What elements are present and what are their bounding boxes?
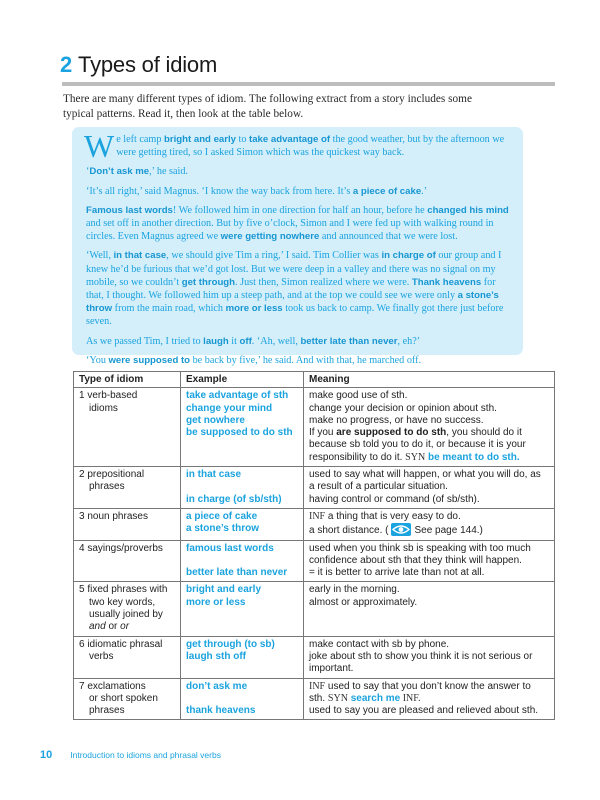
highlighted-idiom: Famous last words: [86, 204, 173, 216]
table-row: [74, 467, 555, 509]
highlighted-idiom: were getting nowhere: [220, 231, 320, 243]
example-cell: [181, 678, 304, 720]
highlighted-idiom: better late than never: [300, 335, 398, 347]
meaning-cell: INF used to say that you don’t know the answer to sth. SYN search me INF. used to say you are pleased and relieved about sth.: [304, 678, 555, 720]
story-paragraph: Famous last words! We followed him in one direction for half an hour, before he changed his mind and set off in another direction. But by five o’clock, Simon and I were fed up with walking round in circles. Even Magnus agreed we were getting nowhere and announced that we were lost.: [86, 204, 509, 243]
example-idiom: more or less: [186, 596, 246, 608]
meaning-cell: make contact with sb by phone. joke about sth to show you think it is not serious or important.: [304, 636, 555, 678]
highlighted-idiom: were supposed to: [108, 354, 191, 366]
highlighted-idiom: a piece of cake: [352, 185, 422, 197]
example-cell: [181, 636, 304, 678]
example-idiom: get nowhere: [186, 414, 245, 426]
type-cell: 6 idiomatic phrasal verbs: [74, 636, 181, 678]
type-cell: 1 verb-based idioms: [74, 388, 181, 467]
table-row: [74, 508, 555, 540]
example-idiom: in charge (of sb/sth): [186, 493, 282, 505]
type-cell: 4 sayings/proverbs: [74, 540, 181, 582]
intro-paragraph: There are many different types of idiom. The following extract from a story includes some typical patterns. Read it, then look at the table below.: [63, 93, 472, 120]
header-meaning: Meaning: [304, 372, 555, 388]
example-idiom: famous last words: [186, 542, 274, 554]
section-heading: [60, 52, 217, 78]
story-paragraph: As we passed Tim, I tried to laugh it off. ‘Ah, well, better late than never, eh?’: [86, 335, 421, 347]
inf-label: INF: [309, 680, 326, 692]
story-paragraph: We left camp bright and early to take advantage of the good weather, but by the afternoon we were getting tired, so I asked Simon which was the quickest way back.: [84, 128, 505, 164]
highlighted-idiom: take advantage of: [249, 134, 331, 145]
example-idiom: take advantage of sth: [186, 390, 289, 402]
see-page-link[interactable]: See page 144.): [414, 525, 483, 537]
meaning-cell: used to say what will happen, or what you will do, as a result of a particular situation. having control or command (of sb/sth).: [304, 467, 555, 509]
section-number: 2: [60, 52, 73, 77]
example-idiom: a piece of cake: [186, 510, 258, 522]
highlighted-idiom: Thank heavens: [411, 276, 482, 288]
section-title: Types of idiom: [78, 52, 218, 77]
inf-label: INF: [309, 510, 326, 522]
table-row: [74, 678, 555, 720]
meaning-cell: make good use of sth. change your decision or opinion about sth. make no progress, or have no success. If you are supposed to do sth, you should do it because sb told you to do it, or because it is your responsibility to do it. SYN be meant to do sth.: [304, 388, 555, 467]
meaning-cell: early in the morning. almost or approximately.: [304, 582, 555, 636]
highlighted-idiom: bright and early: [164, 134, 236, 145]
example-idiom: laugh sth off: [186, 650, 246, 662]
meaning-cell: used when you think sb is speaking with too much confidence about sth that they think will happen. = it is better to arrive late than not at all.: [304, 540, 555, 582]
example-idiom: bright and early: [186, 584, 262, 596]
table-row: [74, 540, 555, 582]
header-type: Type of idiom: [74, 372, 181, 388]
example-cell: [181, 467, 304, 509]
example-idiom: get through (to sb): [186, 638, 275, 650]
header-example: Example: [181, 372, 304, 388]
example-cell: [181, 582, 304, 636]
story-extract-box: [72, 127, 523, 366]
page-footer: [40, 745, 221, 763]
highlighted-idiom: off: [239, 335, 252, 347]
example-cell: [181, 508, 304, 540]
example-idiom: a stone’s throw: [186, 523, 259, 535]
example-idiom: better late than never: [186, 567, 288, 579]
story-paragraph: ‘It’s all right,’ said Magnus. ‘I know the way back from here. It’s a piece of cake.’: [86, 185, 428, 197]
highlighted-idiom: in charge of: [381, 250, 436, 262]
highlighted-idiom: changed his mind: [427, 204, 509, 216]
table-header-row: [74, 372, 555, 388]
syn-label: SYN: [327, 692, 348, 704]
example-cell: [181, 388, 304, 467]
example-cell: [181, 540, 304, 582]
story-paragraph: ‘Don’t ask me,’ he said.: [86, 166, 188, 178]
eye-icon: [391, 523, 411, 536]
type-cell: 3 noun phrases: [74, 508, 181, 540]
example-idiom: change your mind: [186, 402, 273, 414]
example-idiom: thank heavens: [186, 705, 256, 717]
example-idiom: in that case: [186, 469, 242, 481]
page-number: 10: [40, 749, 53, 761]
syn-label: SYN: [405, 451, 426, 463]
table-row: [74, 636, 555, 678]
type-cell: 2 prepositional phrases: [74, 467, 181, 509]
section-name: Introduction to idioms and phrasal verbs: [70, 750, 221, 760]
drop-cap: W: [84, 128, 115, 164]
highlighted-idiom: a stone’s throw: [86, 290, 499, 315]
heading-rule: [62, 82, 555, 86]
highlighted-idiom: in that case: [113, 250, 167, 262]
example-idiom: don’t ask me: [186, 680, 248, 692]
story-paragraph: ‘Well, in that case, we should give Tim a ring,’ I said. Tim Collier was in charge of our group and I knew he’d be furious that we’d got lost. But we were deep in a valley and there was no signal on my mobile, so we couldn’t get through. Just then, Simon realized where we were. Thank heavens for that, I thought. We followed him up a steep path, and at the top we could see we were only a stone’s throw from the main road, which more or less took us back to camp. We finally got there just before seven.: [86, 250, 504, 328]
idiom-types-table: [73, 371, 555, 720]
meaning-cell: INF a thing that is very easy to do. a short distance. ( See page 144.): [304, 508, 555, 540]
highlighted-idiom: get through: [181, 276, 236, 288]
highlighted-idiom: Don’t ask me: [89, 166, 150, 178]
type-cell: 7 exclamations or short spoken phrases: [74, 678, 181, 720]
highlighted-idiom: laugh: [203, 335, 229, 347]
highlighted-idiom: more or less: [225, 303, 283, 315]
example-idiom: be supposed to do sth: [186, 427, 293, 439]
type-cell: 5 fixed phrases with two key words, usually joined by and or or: [74, 582, 181, 636]
story-paragraph: ‘You were supposed to be back by five,’ he said. And with that, he marched off.: [86, 354, 422, 366]
table-row: [74, 388, 555, 467]
table-row: [74, 582, 555, 636]
